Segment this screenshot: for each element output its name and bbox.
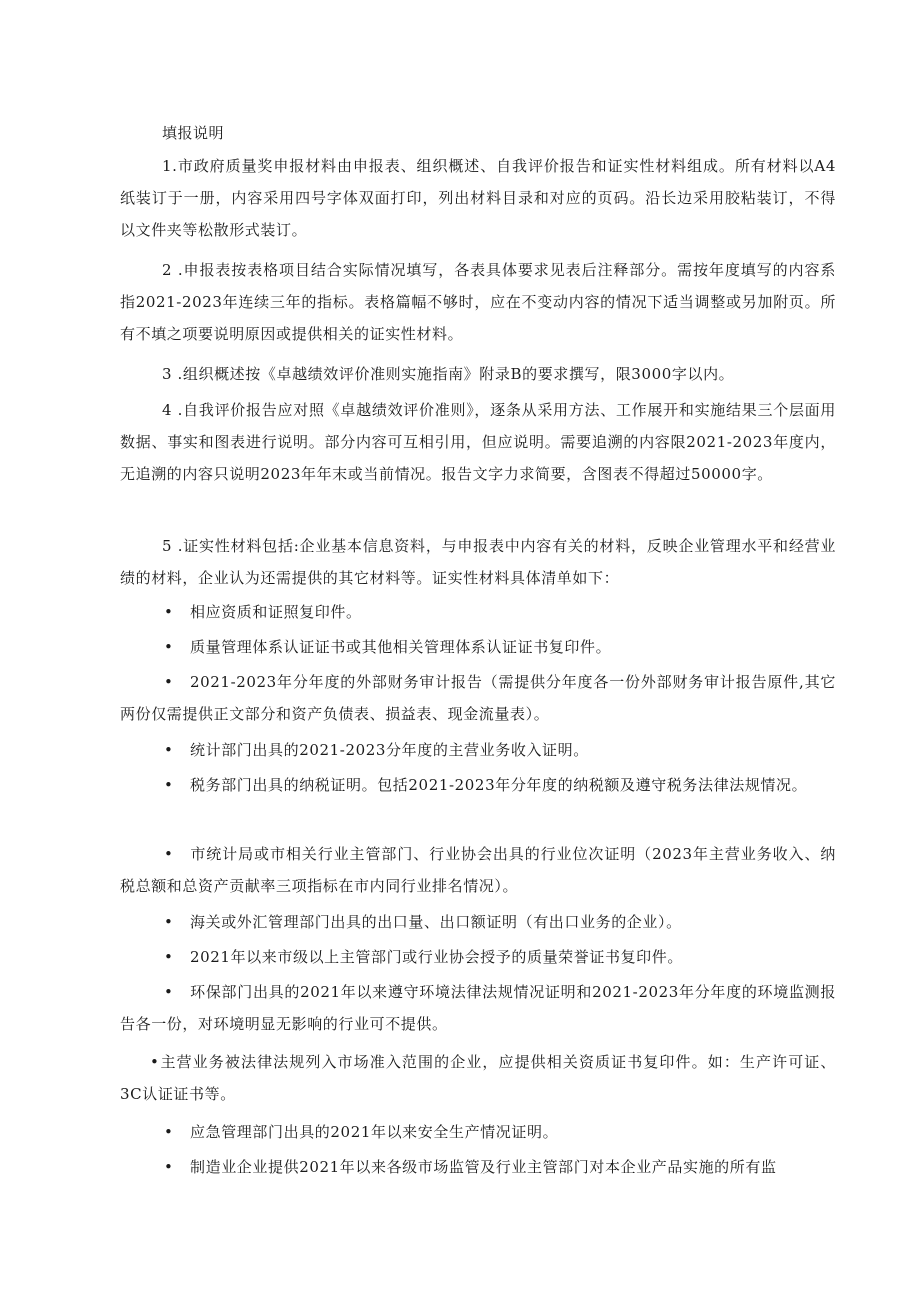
list-item [120, 906, 836, 938]
bullet-icon: • [164, 1158, 174, 1176]
bullet-icon: • [164, 845, 174, 863]
list-item-text: 2021-2023年分年度的外部财务审计报告（需提供分年度各一份外部财务审计报告原件,其它两份仅需提供正文部分和资产负债表、损益表、现金流量表）。 [120, 673, 836, 723]
bullet-icon: • [164, 776, 174, 794]
bullet-icon: • [150, 1053, 160, 1071]
list-item-text: 海关或外汇管理部门出具的出口量、出口额证明（有出口业务的企业）。 [190, 913, 682, 931]
list-item [120, 769, 836, 801]
list-item [120, 596, 836, 628]
instruction-item-1: 1.市政府质量奖申报材料由申报表、组织概述、自我评价报告和证实性材料组成。所有材料以A4纸装订于一册，内容采用四号字体双面打印，列出材料目录和对应的页码。沿长边采用胶粘装订，不得以文件夹等松散形式装订。 [120, 157, 836, 239]
bullet-icon: • [164, 638, 174, 656]
list-item [120, 941, 836, 973]
instruction-item-3: 3 .组织概述按《卓越绩效评价准则实施指南》附录B的要求撰写，限3000字以内。 [162, 365, 735, 383]
list-item-text: 主营业务被法律法规列入市场准入范围的企业，应提供相关资质证书复印件。如：生产许可证、3C认证证书等。 [120, 1053, 836, 1103]
list-item [120, 1116, 836, 1148]
bullet-icon: • [164, 603, 174, 621]
instruction-item-2: 2 .申报表按表格项目结合实际情况填写，各表具体要求见表后注释部分。需按年度填写的内容系指2021-2023年连续三年的指标。表格篇幅不够时，应在不变动内容的情况下适当调整或另加附页。所有不填之项要说明原因或提供相关的证实性材料。 [120, 261, 836, 343]
list-item-text: 制造业企业提供2021年以来各级市场监管及行业主管部门对本企业产品实施的所有监 [190, 1158, 777, 1176]
bullet-icon: • [164, 741, 174, 759]
bullet-icon: • [164, 948, 174, 966]
bullet-icon: • [164, 1123, 174, 1141]
bullet-icon: • [164, 673, 174, 691]
list-item [120, 838, 836, 902]
instruction-item-4: 4 .自我评价报告应对照《卓越绩效评价准则》，逐条从采用方法、工作展开和实施结果三个层面用数据、事实和图表进行说明。部分内容可互相引用，但应说明。需要追溯的内容限2021-2023年度内，无追溯的内容只说明2023年年末或当前情况。报告文字力求简要，含图表不得超过50000字。 [120, 401, 836, 483]
list-item-text: 统计部门出具的2021-2023分年度的主营业务收入证明。 [190, 741, 589, 759]
list-item-text: 应急管理部门出具的2021年以来安全生产情况证明。 [190, 1123, 559, 1141]
list-item [120, 734, 836, 766]
bullet-icon: • [164, 983, 174, 1001]
list-item-text: 税务部门出具的纳税证明。包括2021-2023年分年度的纳税额及遵守税务法律法规情况。 [190, 776, 808, 794]
bullet-icon: • [164, 913, 174, 931]
list-item-text: 2021年以来市级以上主管部门或行业协会授予的质量荣誉证书复印件。 [190, 948, 683, 966]
page-title: 填报说明 [162, 124, 225, 142]
list-item-text: 相应资质和证照复印件。 [190, 603, 362, 621]
list-item-text: 市统计局或市相关行业主管部门、行业协会出具的行业位次证明（2023年主营业务收入、纳税总额和总资产贡献率三项指标在市内同行业排名情况）。 [120, 845, 836, 895]
list-item [120, 1046, 836, 1110]
list-item-text: 质量管理体系认证证书或其他相关管理体系认证证书复印件。 [190, 638, 612, 656]
list-item [120, 976, 836, 1040]
list-item-text: 环保部门出具的2021年以来遵守环境法律法规情况证明和2021-2023年分年度的环境监测报告各一份，对环境明显无影响的行业可不提供。 [120, 983, 836, 1033]
list-item [120, 666, 836, 730]
instruction-item-5: 5 .证实性材料包括:企业基本信息资料，与申报表中内容有关的材料，反映企业管理水平和经营业绩的材料，企业认为还需提供的其它材料等。证实性材料具体清单如下： [120, 537, 836, 587]
list-item [120, 631, 836, 663]
list-item [120, 1151, 836, 1183]
